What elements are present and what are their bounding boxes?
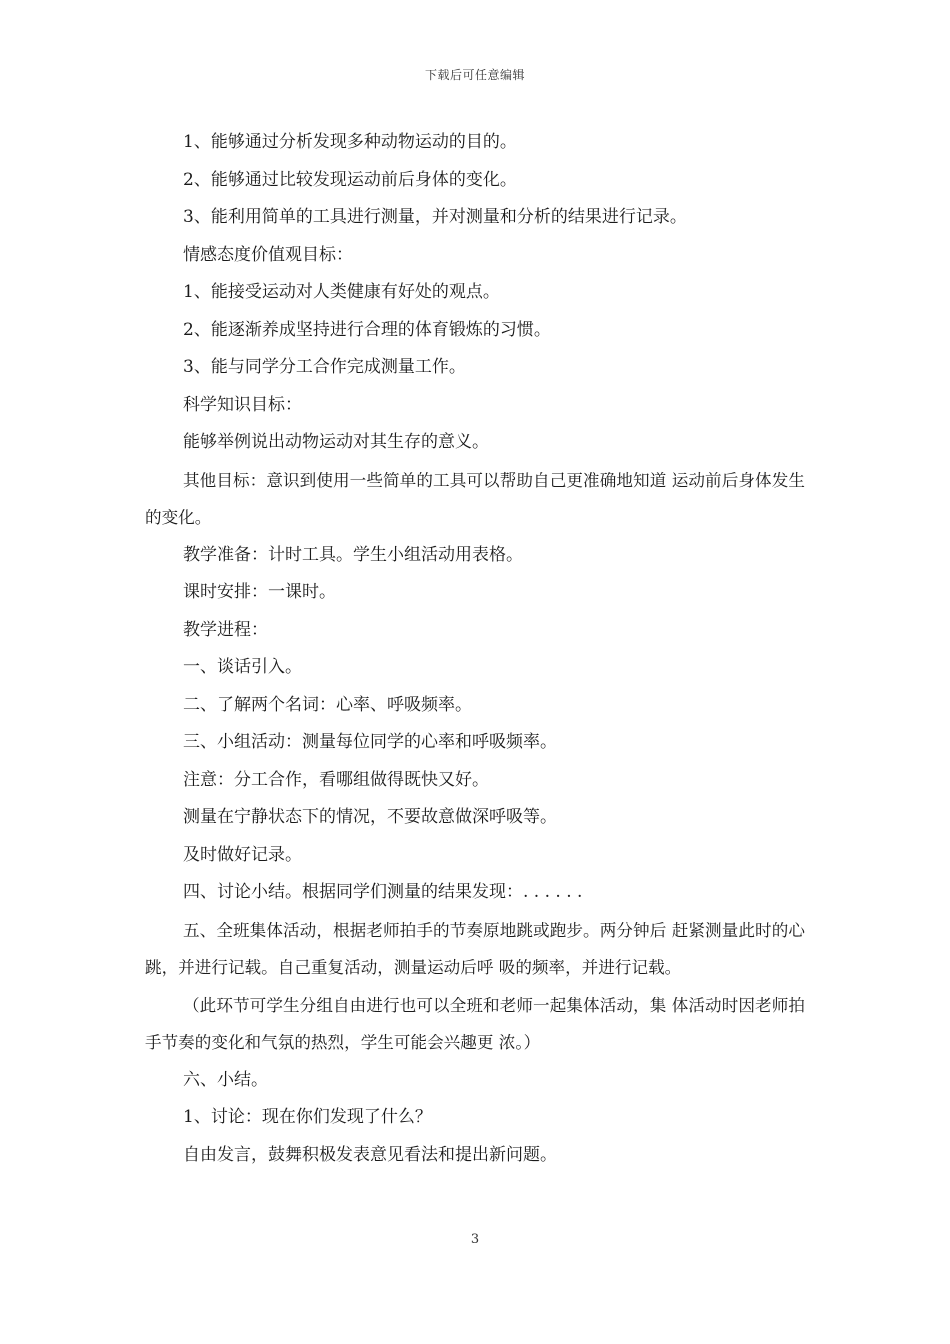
paragraph: 测量在宁静状态下的情况，不要故意做深呼吸等。	[183, 807, 557, 827]
paragraph: 二、了解两个名词：心率、呼吸频率。	[183, 694, 472, 715]
paragraph: 2、能够通过比较发现运动前后身体的变化。	[183, 169, 517, 190]
section-heading: 情感态度价值观目标：	[183, 244, 353, 265]
paragraph: 1、能够通过分析发现多种动物运动的目的。	[183, 132, 517, 152]
paragraph: 五、全班集体活动，根据老师拍手的节奏原地跳或跑步。两分钟后 赶紧测量此时的心跳，并进行记载。自己重复活动，测量运动后呼 吸的频率，并进行记载。	[145, 920, 805, 977]
paragraph: （此环节可学生分组自由进行也可以全班和老师一起集体活动，集 体活动时因老师拍手节奏的变化和气氛的热烈，学生可能会兴趣更 浓。）	[145, 995, 805, 1052]
paragraph: 1、能接受运动对人类健康有好处的观点。	[183, 282, 500, 302]
paragraph: 四、讨论小结。根据同学们测量的结果发现：. . . . . .	[183, 882, 583, 902]
paragraph: 及时做好记录。	[183, 844, 302, 865]
section-heading: 教学进程：	[183, 619, 268, 640]
paragraph: 自由发言，鼓舞积极发表意见看法和提出新问题。	[183, 1144, 557, 1165]
paragraph: 能够举例说出动物运动对其生存的意义。	[183, 432, 489, 452]
paragraph: 其他目标：意识到使用一些简单的工具可以帮助自己更准确地知道 运动前后身体发生的变化。	[145, 470, 805, 527]
paragraph: 课时安排：一课时。	[183, 582, 336, 602]
paragraph: 3、能与同学分工合作完成测量工作。	[183, 357, 466, 377]
page-header: 下载后可任意编辑	[424, 68, 525, 82]
paragraph: 注意：分工合作，看哪组做得既快又好。	[183, 769, 489, 790]
paragraph: 三、小组活动：测量每位同学的心率和呼吸频率。	[183, 732, 557, 752]
paragraph: 一、谈话引入。	[183, 657, 302, 677]
paragraph: 1、讨论：现在你们发现了什么？	[183, 1107, 432, 1127]
paragraph: 六、小结。	[183, 1069, 268, 1090]
section-heading: 科学知识目标：	[183, 394, 302, 415]
paragraph: 2、能逐渐养成坚持进行合理的体育锻炼的习惯。	[183, 319, 551, 340]
page-number: 3	[470, 1232, 480, 1247]
paragraph: 教学准备：计时工具。学生小组活动用表格。	[183, 544, 523, 565]
paragraph: 3、能利用简单的工具进行测量，并对测量和分析的结果进行记录。	[183, 207, 687, 227]
document-body	[145, 124, 805, 1174]
